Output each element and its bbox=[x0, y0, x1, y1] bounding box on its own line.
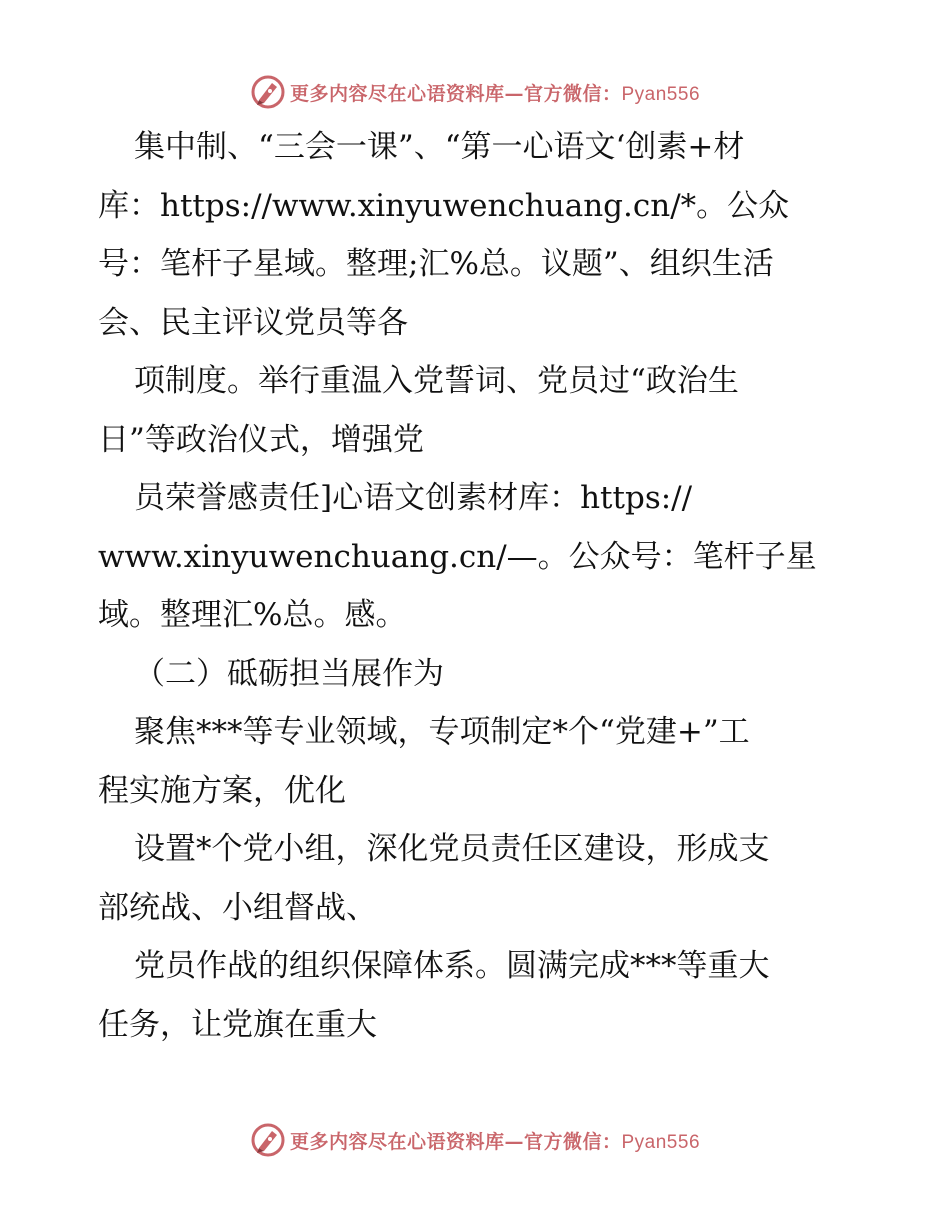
pen-logo-icon bbox=[250, 74, 286, 110]
text-line: 集中制、“三会一课”、“第一心语文‘创素+材 bbox=[134, 129, 745, 165]
watermark-banner-bottom bbox=[0, 1120, 950, 1160]
watermark-text: 更多内容尽在心语资料库—官方微信：Pyan556 bbox=[289, 82, 701, 105]
text-line: www.xinyuwenchuang.cn/—。公众号：笔杆子星 bbox=[98, 538, 817, 575]
watermark-brand: Pyan556 bbox=[621, 1131, 701, 1153]
text-line: 程实施方案，优化 bbox=[98, 772, 346, 809]
text-line: 员荣誉感责任]心语文创素材库：https:// bbox=[134, 480, 693, 516]
text-line: 设置*个党小组，深化党员责任区建设，形成支 bbox=[134, 831, 770, 867]
text-line: 党员作战的组织保障体系。圆满完成***等重大 bbox=[134, 948, 770, 984]
text-line: 部统战、小组督战、 bbox=[98, 889, 377, 926]
section-heading: （二）砥砺担当展作为 bbox=[134, 655, 444, 692]
watermark-text: 更多内容尽在心语资料库—官方微信：Pyan556 bbox=[289, 1130, 701, 1153]
text-line: 聚焦***等专业领域，专项制定*个“党建+”工 bbox=[134, 714, 750, 750]
watermark-brand: Pyan556 bbox=[621, 83, 701, 105]
text-line: 域。整理汇%总。感。 bbox=[98, 597, 407, 633]
document-body bbox=[98, 118, 858, 1054]
text-line: 库：https://www.xinyuwenchuang.cn/*。公众 bbox=[98, 187, 790, 224]
text-line: 会、民主评议党员等各 bbox=[98, 304, 408, 341]
text-line: 项制度。举行重温入党誓词、党员过“政治生 bbox=[134, 363, 739, 399]
text-line: 日”等政治仪式，增强党 bbox=[98, 421, 424, 458]
text-line: 号：笔杆子星域。整理;汇%总。议题”、组织生活 bbox=[98, 246, 774, 282]
watermark-banner-top bbox=[0, 72, 950, 112]
text-line: 任务，让党旗在重大 bbox=[98, 1006, 377, 1043]
pen-logo-icon bbox=[250, 1122, 286, 1158]
